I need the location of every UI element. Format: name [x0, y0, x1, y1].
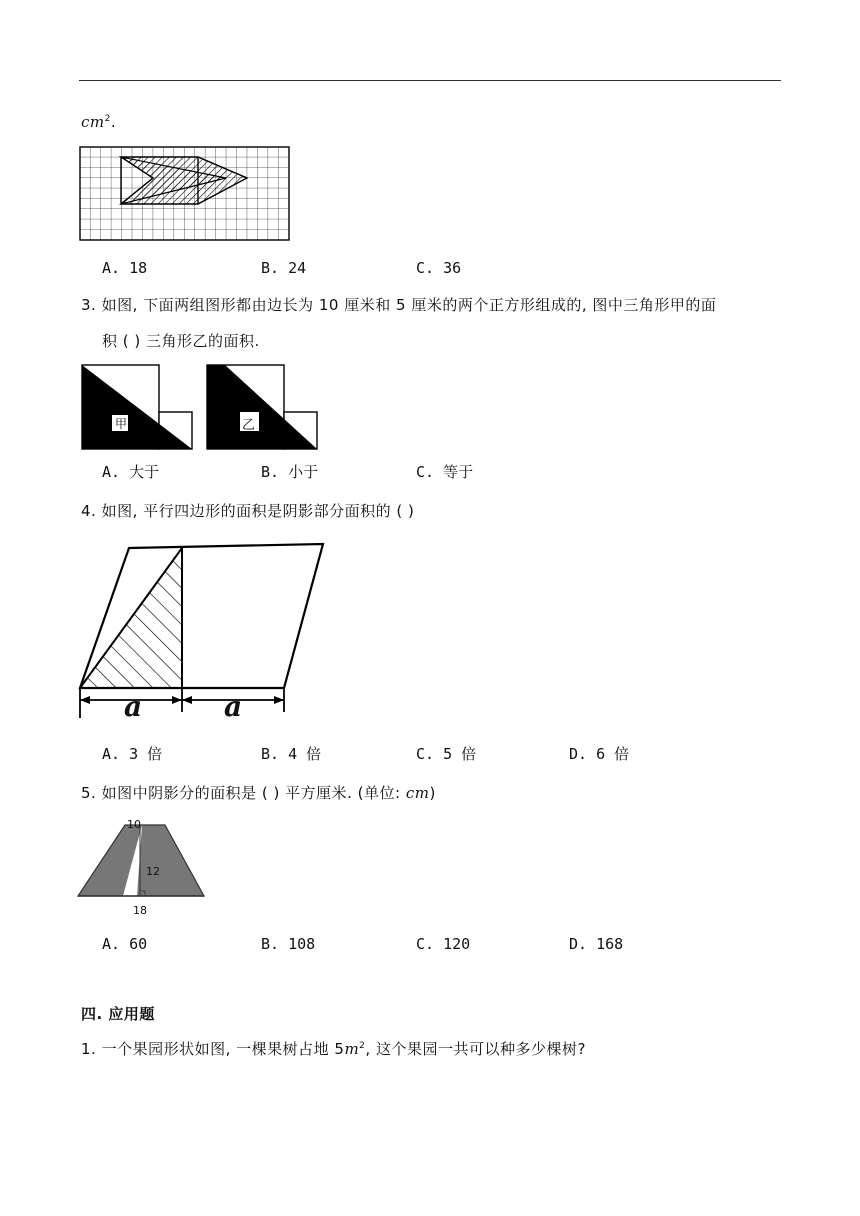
fig-label-top: 10	[127, 818, 141, 831]
q3-figure-yi	[207, 365, 318, 450]
q5-question	[81, 782, 436, 803]
q5-option-b: B. 108	[261, 935, 316, 953]
unit-text: cm	[81, 113, 105, 131]
app-question-1	[81, 1038, 586, 1059]
q4-option-d: D. 6 倍	[569, 745, 630, 763]
fig-label-bottom: 18	[133, 904, 147, 917]
fig-label-height: 12	[146, 865, 160, 878]
q2-option-a: A. 18	[102, 259, 148, 277]
q5-close: )	[429, 784, 436, 802]
trapezoid-figure	[78, 820, 208, 900]
app-q1-sup: 2	[359, 1041, 366, 1051]
q5-option-c: C. 120	[416, 935, 471, 953]
section-heading: 四. 应用题	[81, 1005, 155, 1023]
q3-option-b: B. 小于	[261, 463, 319, 481]
header-rule	[79, 80, 781, 81]
q3-figure-jia	[82, 365, 193, 450]
unit-end: .	[110, 113, 117, 131]
q3-option-a: A. 大于	[102, 463, 160, 481]
q5-option-d: D. 168	[569, 935, 624, 953]
q4-option-a: A. 3 倍	[102, 745, 163, 763]
q4-option-b: B. 4 倍	[261, 745, 322, 763]
label-a-left: a	[124, 690, 143, 723]
q3-option-c: C. 等于	[416, 463, 474, 481]
app-q1-unit: m	[344, 1040, 360, 1058]
q2-option-c: C. 36	[416, 259, 462, 277]
label-jia: 甲	[115, 417, 128, 431]
label-yi: 乙	[242, 418, 256, 433]
unit-sup: 2	[104, 114, 111, 124]
q5-unit: cm	[405, 784, 430, 802]
app-q1-rest: , 这个果园一共可以种多少棵树?	[365, 1040, 586, 1058]
q3-line1: 3. 如图, 下面两组图形都由边长为 10 厘米和 5 厘米的两个正方形组成的, 图中三角形甲的面	[81, 296, 717, 314]
q4-question: 4. 如图, 平行四边形的面积是阴影部分面积的 ( )	[81, 502, 415, 520]
q5-option-a: A. 60	[102, 935, 148, 953]
q4-option-c: C. 5 倍	[416, 745, 477, 763]
parallelogram-figure	[78, 540, 328, 720]
grid-figure	[80, 147, 289, 240]
label-a-right: a	[224, 690, 243, 723]
q2-option-b: B. 24	[261, 259, 307, 277]
unit-line	[81, 113, 116, 131]
app-q1-text: 1. 一个果园形状如图, 一棵果树占地 5	[81, 1040, 345, 1058]
q5-text: 5. 如图中阴影分的面积是 ( ) 平方厘米. (单位:	[81, 784, 406, 802]
q3-line2: 积 ( ) 三角形乙的面积.	[102, 332, 260, 350]
